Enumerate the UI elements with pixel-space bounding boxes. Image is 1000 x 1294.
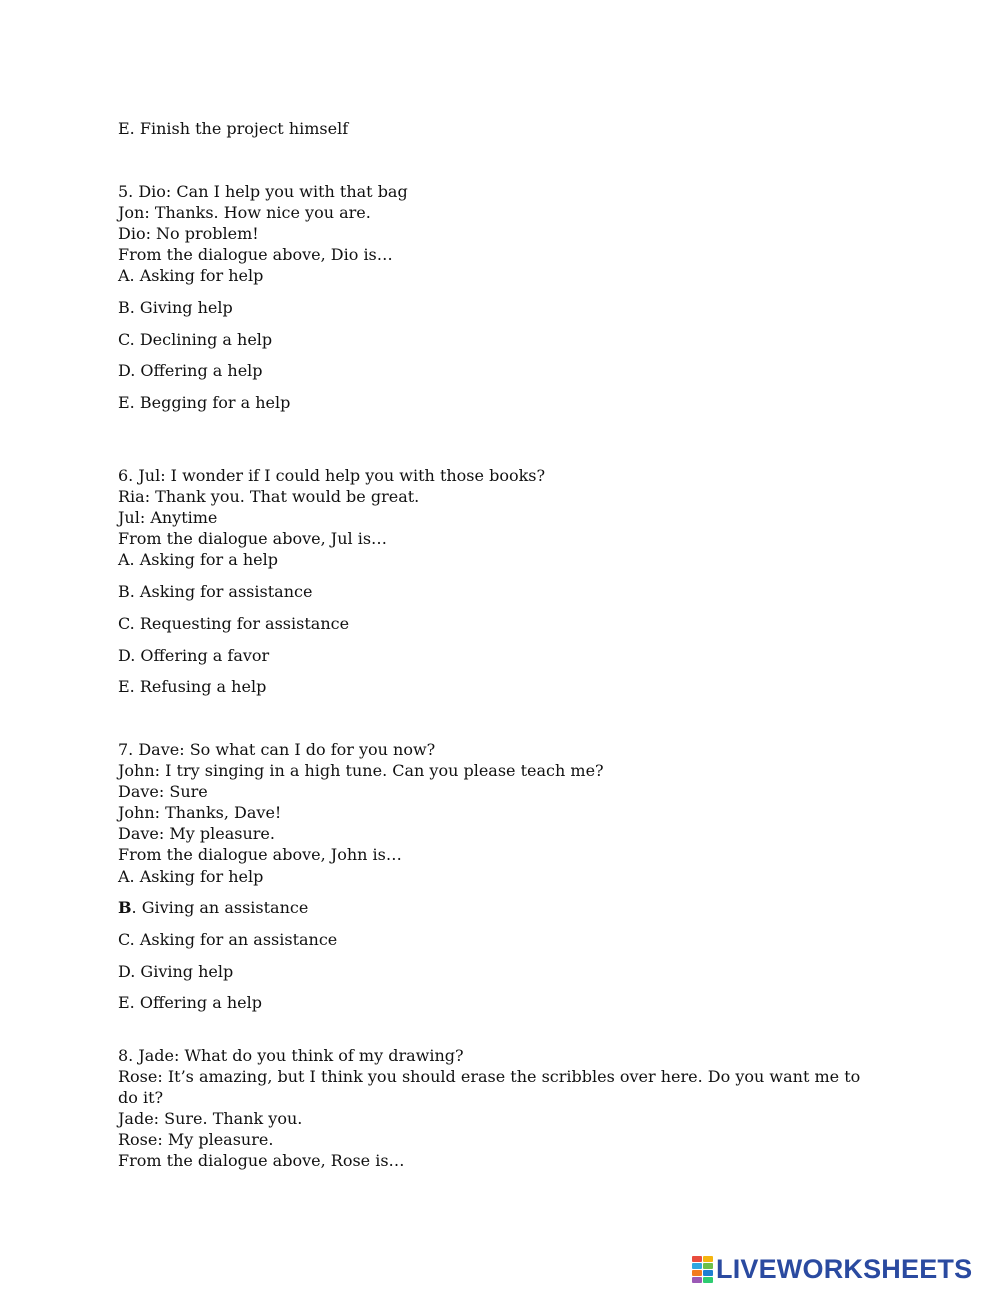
question-7-line-4: John: Thanks, Dave! [118,803,282,822]
logo-tile-8 [703,1277,713,1283]
option-a-q7: A. Asking for help [118,867,264,886]
question-7-line-3: Dave: Sure [118,782,208,801]
option-e-q4: E. Finish the project himself [118,119,349,138]
question-8-line-2: Rose: It’s amazing, but I think you should erase the scribbles over here. Do you want me to [118,1067,861,1086]
option-c-q7: C. Asking for an assistance [118,930,338,949]
option-a-q6: A. Asking for a help [118,550,278,569]
question-8-line-3: do it? [118,1088,164,1107]
question-7-line-2: John: I try singing in a high tune. Can you please teach me? [118,761,604,780]
option-b-q7-text: . Giving an assistance [131,898,309,917]
option-b-q5: B. Giving help [118,298,233,317]
option-b-q6: B. Asking for assistance [118,582,313,601]
logo-tile-2 [703,1256,713,1262]
question-6-line-3: Jul: Anytime [118,508,218,527]
question-6-prompt: From the dialogue above, Jul is… [118,529,388,548]
logo-tile-7 [692,1277,702,1283]
liveworksheets-logo [692,1252,972,1286]
question-8-line-5: Rose: My pleasure. [118,1130,274,1149]
question-6-line-2: Ria: Thank you. That would be great. [118,487,420,506]
question-5-line-3: Dio: No problem! [118,224,259,243]
question-5-line-1: 5. Dio: Can I help you with that bag [118,182,408,201]
option-e-q5: E. Begging for a help [118,393,291,412]
option-c-q5: C. Declining a help [118,330,273,349]
option-c-q6: C. Requesting for assistance [118,614,350,633]
logo-tile-5 [692,1270,702,1276]
question-5-line-2: Jon: Thanks. How nice you are. [118,203,371,222]
question-8-line-1: 8. Jade: What do you think of my drawing? [118,1046,464,1065]
logo-tile-4 [703,1263,713,1269]
question-8-prompt: From the dialogue above, Rose is… [118,1151,405,1170]
liveworksheets-logo-icon [692,1256,712,1282]
option-a-q5: A. Asking for help [118,266,264,285]
liveworksheets-logo-text: LIVEWORKSHEETS [716,1253,973,1284]
option-e-q7: E. Offering a help [118,993,262,1012]
option-e-q6: E. Refusing a help [118,677,267,696]
option-b-q7 [118,898,308,918]
option-d-q5: D. Offering a help [118,361,263,380]
question-7-prompt: From the dialogue above, John is… [118,845,402,864]
logo-tile-3 [692,1263,702,1269]
question-7-line-5: Dave: My pleasure. [118,824,275,843]
question-7-line-1: 7. Dave: So what can I do for you now? [118,740,436,759]
option-d-q7: D. Giving help [118,962,234,981]
question-8-line-4: Jade: Sure. Thank you. [118,1109,303,1128]
option-b-q7-letter: B [118,898,132,917]
logo-tile-1 [692,1256,702,1262]
logo-tile-6 [703,1270,713,1276]
question-5-prompt: From the dialogue above, Dio is… [118,245,393,264]
option-d-q6: D. Offering a favor [118,646,270,665]
question-6-line-1: 6. Jul: I wonder if I could help you with those books? [118,466,546,485]
